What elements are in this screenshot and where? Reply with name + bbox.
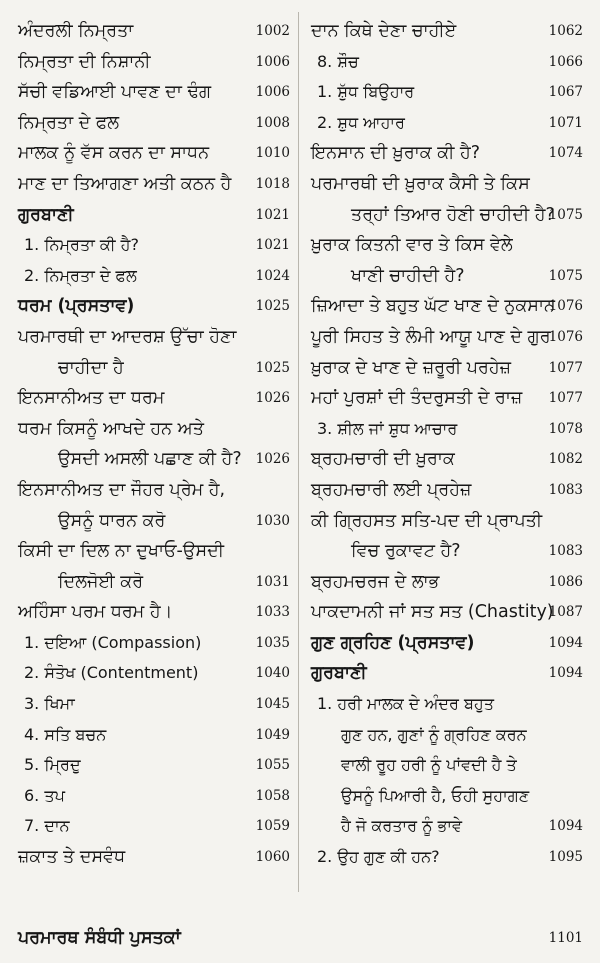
toc-entry-title: 4. ਸਤਿ ਬਚਨ: [24, 724, 107, 744]
toc-entry-title: ਬ੍ਰਹਮਚਾਰੀ ਦੀ ਖ਼ੁਰਾਕ: [311, 449, 455, 470]
toc-entry: [311, 138, 583, 169]
toc-entry-title: ਬ੍ਰਹਮਚਰਜ ਦੇ ਲਾਭ: [311, 571, 440, 592]
toc-section-heading: [18, 291, 290, 322]
toc-footer-entry: [18, 923, 583, 953]
toc-entry: [18, 720, 290, 751]
toc-entry-title: 3. ਸ਼ੀਲ ਜਾਂ ਸ਼ੁਧ ਆਚਾਰ: [317, 418, 458, 438]
toc-entry-title: ਜ਼ਿਆਦਾ ਤੇ ਬਹੁਤ ਘੱਟ ਖਾਣ ਦੇ ਨੁਕਸਾਨ: [311, 296, 555, 317]
toc-entry-title: 8. ਸ਼ੌਚ: [317, 51, 359, 71]
toc-page-number: 1035: [255, 634, 290, 651]
toc-page-number: 1094: [548, 665, 583, 682]
toc-entry: [18, 77, 290, 108]
toc-entry-title: ਖ਼ੁਰਾਕ ਦੇ ਖਾਣ ਦੇ ਜ਼ਰੂਰੀ ਪਰਹੇਜ਼: [311, 357, 512, 378]
toc-page-number: 1049: [255, 726, 290, 743]
toc-entry: [18, 781, 290, 812]
toc-entry: [18, 230, 290, 261]
toc-page-number: 1076: [548, 298, 583, 315]
toc-entry: [18, 842, 290, 873]
toc-page-number: 1060: [255, 849, 290, 866]
toc-page-number: 1025: [255, 359, 290, 376]
toc-entry: [311, 230, 583, 261]
toc-page-number: 1074: [548, 145, 583, 162]
toc-entry: [18, 353, 290, 384]
toc-entry: [311, 16, 583, 47]
toc-entry-title: ਤਰ੍ਹਾਂ ਤਿਆਰ ਹੋਣੀ ਚਾਹੀਦੀ ਹੈ?: [351, 204, 555, 225]
toc-entry: [311, 77, 583, 108]
toc-entry-title: ਵਾਲੀ ਰੂਹ ਹਰੀ ਨੂੰ ਪਾਂਵਦੀ ਹੈ ਤੇ: [341, 755, 517, 775]
toc-entry-title: ਹੈ ਜੋ ਕਰਤਾਰ ਨੂੰ ਭਾਵੇ: [341, 816, 462, 836]
toc-entry-title: 5. ਮ੍ਰਿਦੁ: [24, 755, 81, 775]
toc-entry-title: ਨਿਮ੍ਰਤਾ ਦੇ ਫਲ: [18, 112, 120, 133]
toc-entry-title: ਅੰਦਰਲੀ ਨਿਮ੍ਰਤਾ: [18, 21, 134, 41]
toc-page-number: 1026: [255, 451, 290, 468]
toc-entry: [311, 506, 583, 537]
toc-entry-title: ਗੁਣ ਹਨ, ਗੁਣਾਂ ਨੂੰ ਗ੍ਰਹਿਣ ਕਰਨ: [341, 724, 527, 744]
toc-entry-title: ਕਿਸੀ ਦਾ ਦਿਲ ਨਾ ਦੁਖਾਓ-ਉਸਦੀ: [18, 541, 225, 562]
toc-page-number: 1055: [255, 757, 290, 774]
toc-entry-title: ਪਾਕਦਾਮਨੀ ਜਾਂ ਸਤ ਸਤ (Chastity): [311, 602, 554, 623]
toc-entry-title: 2. ਸ਼ੁਧ ਆਹਾਰ: [317, 112, 405, 132]
toc-page-number: 1058: [255, 787, 290, 804]
toc-entry-title: ਉਸਨੂੰ ਪਿਆਰੀ ਹੈ, ਓਹੀ ਸੁਹਾਗਣ: [341, 785, 530, 805]
toc-entry-title: ਮਹਾਂ ਪੁਰਸ਼ਾਂ ਦੀ ਤੰਦਰੁਸਤੀ ਦੇ ਰਾਜ਼: [311, 388, 523, 409]
toc-entry-title: ਜ਼ਕਾਤ ਤੇ ਦਸਵੰਧ: [18, 847, 126, 868]
toc-page-number: 1021: [255, 206, 290, 223]
toc-entry-title: ਕੀ ਗ੍ਰਿਹਸਤ ਸਤਿ-ਪਦ ਦੀ ਪ੍ਰਾਪਤੀ: [311, 510, 543, 531]
toc-entry: [18, 138, 290, 169]
toc-page-number: 1040: [255, 665, 290, 682]
toc-entry-title: ਇਨਸਾਨ ਦੀ ਖ਼ੁਰਾਕ ਕੀ ਹੈ?: [311, 143, 481, 164]
toc-entry: [311, 353, 583, 384]
toc-entry: [18, 47, 290, 78]
toc-page-number: 1071: [548, 114, 583, 131]
toc-entry: [18, 597, 290, 628]
toc-entry: [18, 322, 290, 353]
toc-entry-title: ਧਰਮ ਕਿਸਨੂੰ ਆਖਦੇ ਹਨ ਅਤੇ: [18, 418, 204, 439]
toc-entry: [311, 108, 583, 139]
toc-entry-title: ਉਸਨੂੰ ਧਾਰਨ ਕਰੋ: [58, 510, 166, 531]
toc-entry: [18, 383, 290, 414]
toc-entry-title: ਇਨਸਾਨੀਅਤ ਦਾ ਜੌਹਰ ਪ੍ਰੇਮ ਹੈ,: [18, 479, 226, 500]
toc-entry-title: ਦਿਲਜੋਈ ਕਰੋ: [58, 571, 144, 592]
toc-entry: [18, 475, 290, 506]
toc-entry: [311, 811, 583, 842]
toc-entry: [311, 444, 583, 475]
toc-page-number: 1008: [255, 114, 290, 131]
toc-page-number: 1087: [548, 604, 583, 621]
toc-entry: [311, 47, 583, 78]
toc-entry-title: ਪੂਰੀ ਸਿਹਤ ਤੇ ਲੰਮੀ ਆਯੂ ਪਾਣ ਦੇ ਗੁਰ: [311, 326, 551, 347]
toc-entry-title: 2. ਨਿਮ੍ਰਤਾ ਦੇ ਫਲ: [24, 265, 137, 285]
toc-entry-title: ਧਰਮ (ਪ੍ਰਸਤਾਵ): [18, 296, 135, 317]
toc-entry: [311, 383, 583, 414]
toc-page-number: 1059: [255, 818, 290, 835]
toc-entry: [18, 169, 290, 200]
toc-entry: [311, 475, 583, 506]
toc-entry-title: ਪਰਮਾਰਥ ਸੰਬੰਧੀ ਪੁਸਤਕਾਂ: [18, 928, 181, 948]
toc-entry: [311, 842, 583, 873]
toc-entry-title: ਚਾਹੀਦਾ ਹੈ: [58, 357, 124, 378]
toc-entry: [311, 689, 583, 720]
toc-entry-title: ਗੁਣ ਗ੍ਰਹਿਣ (ਪ੍ਰਸਤਾਵ): [311, 632, 475, 653]
toc-entry: [311, 781, 583, 812]
column-divider: [298, 12, 299, 892]
toc-entry-title: ਉਸਦੀ ਅਸਲੀ ਪਛਾਣ ਕੀ ਹੈ?: [58, 449, 242, 470]
toc-entry-title: 3. ਖਿਮਾ: [24, 694, 75, 714]
toc-entry-title: ਖਾਣੀ ਚਾਹੀਦੀ ਹੈ?: [351, 265, 465, 286]
toc-section-heading: [311, 628, 583, 659]
toc-entry: [18, 536, 290, 567]
toc-page-number: 1066: [548, 53, 583, 70]
toc-page-number: 1006: [255, 53, 290, 70]
toc-page-number: 1077: [548, 359, 583, 376]
toc-entry-title: ਖ਼ੁਰਾਕ ਕਿਤਨੀ ਵਾਰ ਤੇ ਕਿਸ ਵੇਲੇ: [311, 235, 513, 256]
toc-entry-title: ਬ੍ਰਹਮਚਾਰੀ ਲਈ ਪ੍ਰਹੇਜ਼: [311, 479, 472, 500]
toc-page-number: 1082: [548, 451, 583, 468]
toc-entry-title: 6. ਤਪ: [24, 785, 65, 805]
toc-entry-title: ਗੁਰਬਾਣੀ: [311, 663, 367, 684]
toc-entry-title: 1. ਦਇਆ (Compassion): [24, 632, 202, 652]
toc-entry: [311, 750, 583, 781]
toc-page-number: 1026: [255, 390, 290, 407]
toc-page-number: 1075: [548, 267, 583, 284]
toc-page-number: 1078: [548, 420, 583, 437]
toc-entry-title: ਅਹਿੰਸਾ ਪਰਮ ਧਰਮ ਹੈ।: [18, 602, 173, 623]
toc-entry: [18, 414, 290, 445]
toc-page-number: 1025: [255, 298, 290, 315]
toc-entry: [311, 261, 583, 292]
toc-page-number: 1062: [548, 23, 583, 39]
toc-entry: [18, 658, 290, 689]
toc-entry: [18, 567, 290, 598]
toc-entry-title: ਪਰਮਾਰਥੀ ਦੀ ਖ਼ੁਰਾਕ ਕੈਸੀ ਤੇ ਕਿਸ: [311, 173, 530, 194]
toc-entry-title: 1. ਹਰੀ ਮਾਲਕ ਦੇ ਅੰਦਰ ਬਹੁਤ: [317, 694, 494, 714]
toc-entry: [18, 506, 290, 537]
toc-page-number: 1031: [255, 573, 290, 590]
toc-page-number: 1075: [548, 206, 583, 223]
toc-entry-title: 2. ਉਹ ਗੁਣ ਕੀ ਹਨ?: [317, 847, 440, 867]
toc-page-number: 1077: [548, 390, 583, 407]
toc-entry: [18, 750, 290, 781]
toc-entry: [18, 444, 290, 475]
toc-entry-title: ਪਰਮਾਰਥੀ ਦਾ ਆਦਰਸ਼ ਉੱਚਾ ਹੋਣਾ: [18, 326, 237, 347]
toc-page-number: 1094: [548, 634, 583, 651]
toc-entry: [311, 322, 583, 353]
toc-page-number: 1030: [255, 512, 290, 529]
toc-page-number: 1018: [255, 175, 290, 192]
toc-page-number: 1076: [548, 328, 583, 345]
toc-page-number: 1067: [548, 84, 583, 101]
toc-entry: [18, 108, 290, 139]
toc-section-heading: [18, 200, 290, 231]
toc-entry: [311, 720, 583, 751]
toc-page-number: 1002: [255, 23, 290, 39]
toc-left-column: [18, 16, 290, 873]
toc-entry-title: 7. ਦਾਨ: [24, 816, 70, 836]
toc-section-heading: [311, 658, 583, 689]
toc-right-column: [311, 16, 583, 873]
toc-entry-title: ਨਿਮ੍ਰਤਾ ਦੀ ਨਿਸ਼ਾਨੀ: [18, 51, 151, 72]
toc-entry: [311, 597, 583, 628]
toc-entry-title: 2. ਸੰਤੋਖ (Contentment): [24, 663, 199, 683]
toc-entry-title: ਮਾਣ ਦਾ ਤਿਆਗਣਾ ਅਤੀ ਕਠਨ ਹੈ: [18, 173, 232, 194]
toc-entry-title: ਗੁਰਬਾਣੀ: [18, 204, 74, 225]
toc-entry-title: 1. ਨਿਮ੍ਰਤਾ ਕੀ ਹੈ?: [24, 235, 139, 255]
toc-page-number: 1083: [548, 481, 583, 498]
toc-entry: [18, 689, 290, 720]
toc-entry-title: ਵਿਚ ਰੁਕਾਵਟ ਹੈ?: [351, 541, 461, 562]
toc-page-number: 1095: [548, 849, 583, 866]
toc-entry: [311, 536, 583, 567]
toc-entry: [18, 628, 290, 659]
toc-page-number: 1033: [255, 604, 290, 621]
toc-entry-title: ਦਾਨ ਕਿਥੇ ਦੇਣਾ ਚਾਹੀਏ: [311, 21, 457, 41]
toc-entry: [311, 414, 583, 445]
toc-page-number: 1083: [548, 543, 583, 560]
toc-page-number: 1045: [255, 696, 290, 713]
toc-entry: [311, 169, 583, 200]
toc-page-number: 1086: [548, 573, 583, 590]
toc-entry-title: ਮਾਲਕ ਨੂੰ ਵੱਸ ਕਰਨ ਦਾ ਸਾਧਨ: [18, 143, 210, 164]
toc-page-number: 1010: [255, 145, 290, 162]
toc-entry: [18, 811, 290, 842]
toc-page-number: 1006: [255, 84, 290, 101]
toc-entry: [18, 16, 290, 47]
toc-entry: [311, 200, 583, 231]
toc-entry: [311, 567, 583, 598]
toc-page-number: 1094: [548, 818, 583, 835]
toc-page-number: 1024: [255, 267, 290, 284]
toc-page-number: 1021: [255, 237, 290, 254]
toc-entry-title: ਸੱਚੀ ਵਡਿਆਈ ਪਾਵਣ ਦਾ ਢੰਗ: [18, 82, 212, 103]
toc-entry: [18, 261, 290, 292]
toc-entry-title: ਇਨਸਾਨੀਅਤ ਦਾ ਧਰਮ: [18, 388, 165, 409]
toc-entry: [311, 291, 583, 322]
toc-page-number: 1101: [548, 930, 583, 946]
toc-entry-title: 1. ਸ਼ੁੱਧ ਬਿਉਹਾਰ: [317, 82, 415, 102]
